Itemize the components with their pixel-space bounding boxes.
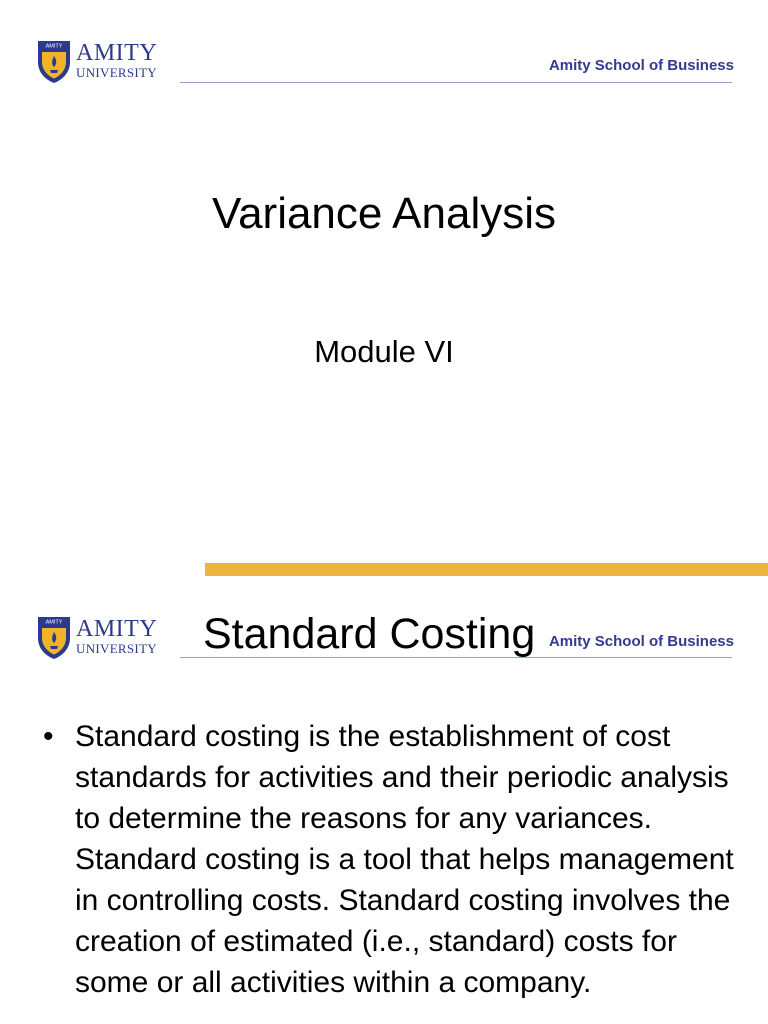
slide-title: Standard Costing [203,610,536,658]
svg-text:AMITY: AMITY [45,619,63,626]
bullet-text: Standard costing is the establishment of cost standards for activities and their periodic analysis to determine the reasons for any variances. Standard costing is a tool that helps management in controlling costs. Standard costing involves the creation of estimated (i.e., standard) costs for some or all activities within a company. [75,720,734,999]
amity-university-logo [36,40,168,86]
logo-wordmark: AMITY [76,616,158,642]
slide-divider-bar [205,563,768,576]
amity-university-logo [36,616,168,662]
slide-title: Variance Analysis [211,189,557,238]
bullet-dot-icon: • [43,720,54,753]
logo-subtitle: UNIVERSITY [76,641,157,656]
logo-subtitle: UNIVERSITY [76,65,157,80]
header-rule [180,82,732,83]
amity-shield-icon [36,616,72,660]
content-slide [0,576,768,1024]
svg-text:AMITY: AMITY [45,43,63,50]
school-name: Amity School of Business [548,633,734,650]
bullet-list [40,716,740,1003]
amity-shield-icon [36,40,72,84]
bullet-item [40,716,740,1003]
slide-subtitle: Module VI [314,334,454,369]
school-name: Amity School of Business [548,57,734,74]
logo-wordmark: AMITY [76,40,158,66]
